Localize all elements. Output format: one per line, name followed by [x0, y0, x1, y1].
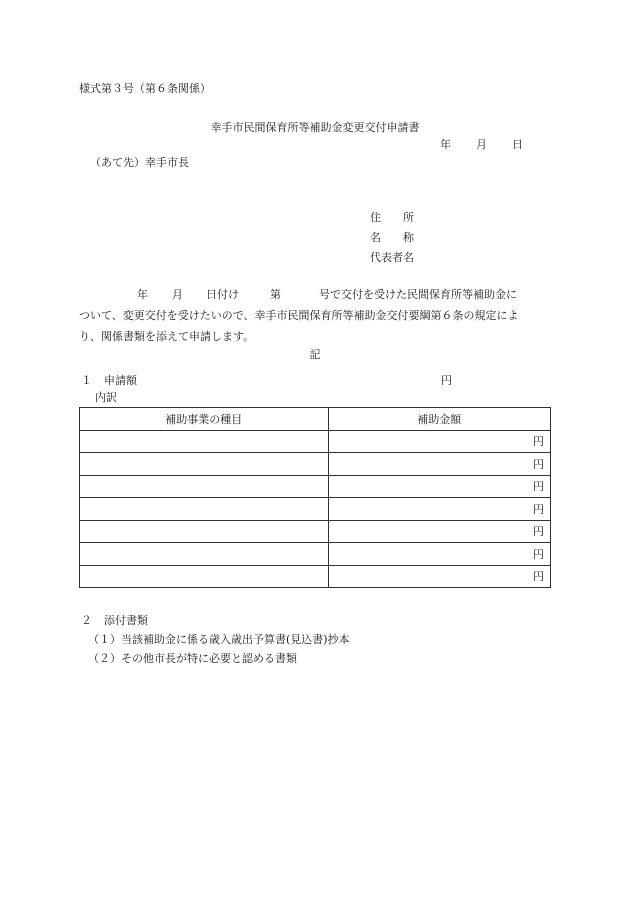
ki-marker: 記	[309, 348, 321, 361]
table-row	[80, 453, 551, 476]
attachment-item: （１）当該補助金に係る歳入歳出予算書(見込書)抄本	[88, 633, 350, 646]
body-line-3: り、関係書類を添えて申請します。	[79, 330, 255, 343]
date-day: 日	[512, 138, 523, 151]
column-header-amount: 補助金額	[328, 408, 551, 431]
form-number: 様式第３号（第６条関係）	[79, 82, 211, 95]
amount-cell[interactable]: 円	[328, 475, 551, 498]
addressee: （あて先）幸手市長	[90, 156, 189, 169]
body-line-2: ついて、変更交付を受けたいので、幸手市民間保育所等補助金交付要綱第６条の規定によ	[79, 309, 519, 322]
amount-cell[interactable]: 円	[328, 565, 551, 588]
amount-cell[interactable]: 円	[328, 498, 551, 521]
body-year: 年	[137, 288, 148, 301]
section-1-number: １	[81, 374, 92, 387]
amount-cell[interactable]: 円	[328, 543, 551, 566]
body-number: 第	[270, 288, 281, 301]
table-row	[80, 520, 551, 543]
item-cell[interactable]	[80, 520, 329, 543]
amount-cell[interactable]: 円	[328, 520, 551, 543]
section-2-number: ２	[81, 614, 92, 627]
body-line-1-rest: 号で交付を受けた民間保育所等補助金に	[319, 288, 517, 301]
breakdown-label: 内訳	[95, 391, 117, 404]
body-month: 月	[172, 288, 183, 301]
amount-cell[interactable]: 円	[328, 430, 551, 453]
column-header-item: 補助事業の種目	[80, 408, 329, 431]
body-line-1	[79, 284, 551, 305]
item-cell[interactable]	[80, 565, 329, 588]
item-cell[interactable]	[80, 543, 329, 566]
applicant-representative-label: 代表者名	[370, 251, 414, 264]
attachment-item: （２）その他市長が特に必要と認める書類	[88, 652, 297, 665]
item-cell[interactable]	[80, 453, 329, 476]
applicant-address-label: 住 所	[370, 211, 414, 224]
date-year: 年	[440, 138, 451, 151]
table-header-row	[80, 408, 551, 431]
application-body	[79, 284, 551, 347]
item-cell[interactable]	[80, 498, 329, 521]
body-day: 日付け	[206, 288, 239, 301]
document-title: 幸手市民間保育所等補助金変更交付申請書	[210, 121, 420, 134]
amount-cell[interactable]: 円	[328, 453, 551, 476]
table-row	[80, 543, 551, 566]
table-row	[80, 430, 551, 453]
requested-amount-unit: 円	[441, 374, 452, 387]
item-cell[interactable]	[80, 475, 329, 498]
table-row	[80, 565, 551, 588]
breakdown-table	[79, 407, 551, 588]
section-2-label: 添付書類	[104, 614, 148, 627]
applicant-name-label: 名 称	[370, 231, 414, 244]
date-month: 月	[476, 138, 487, 151]
table-row	[80, 498, 551, 521]
item-cell[interactable]	[80, 430, 329, 453]
section-1-label: 申請額	[104, 374, 137, 387]
table-row	[80, 475, 551, 498]
